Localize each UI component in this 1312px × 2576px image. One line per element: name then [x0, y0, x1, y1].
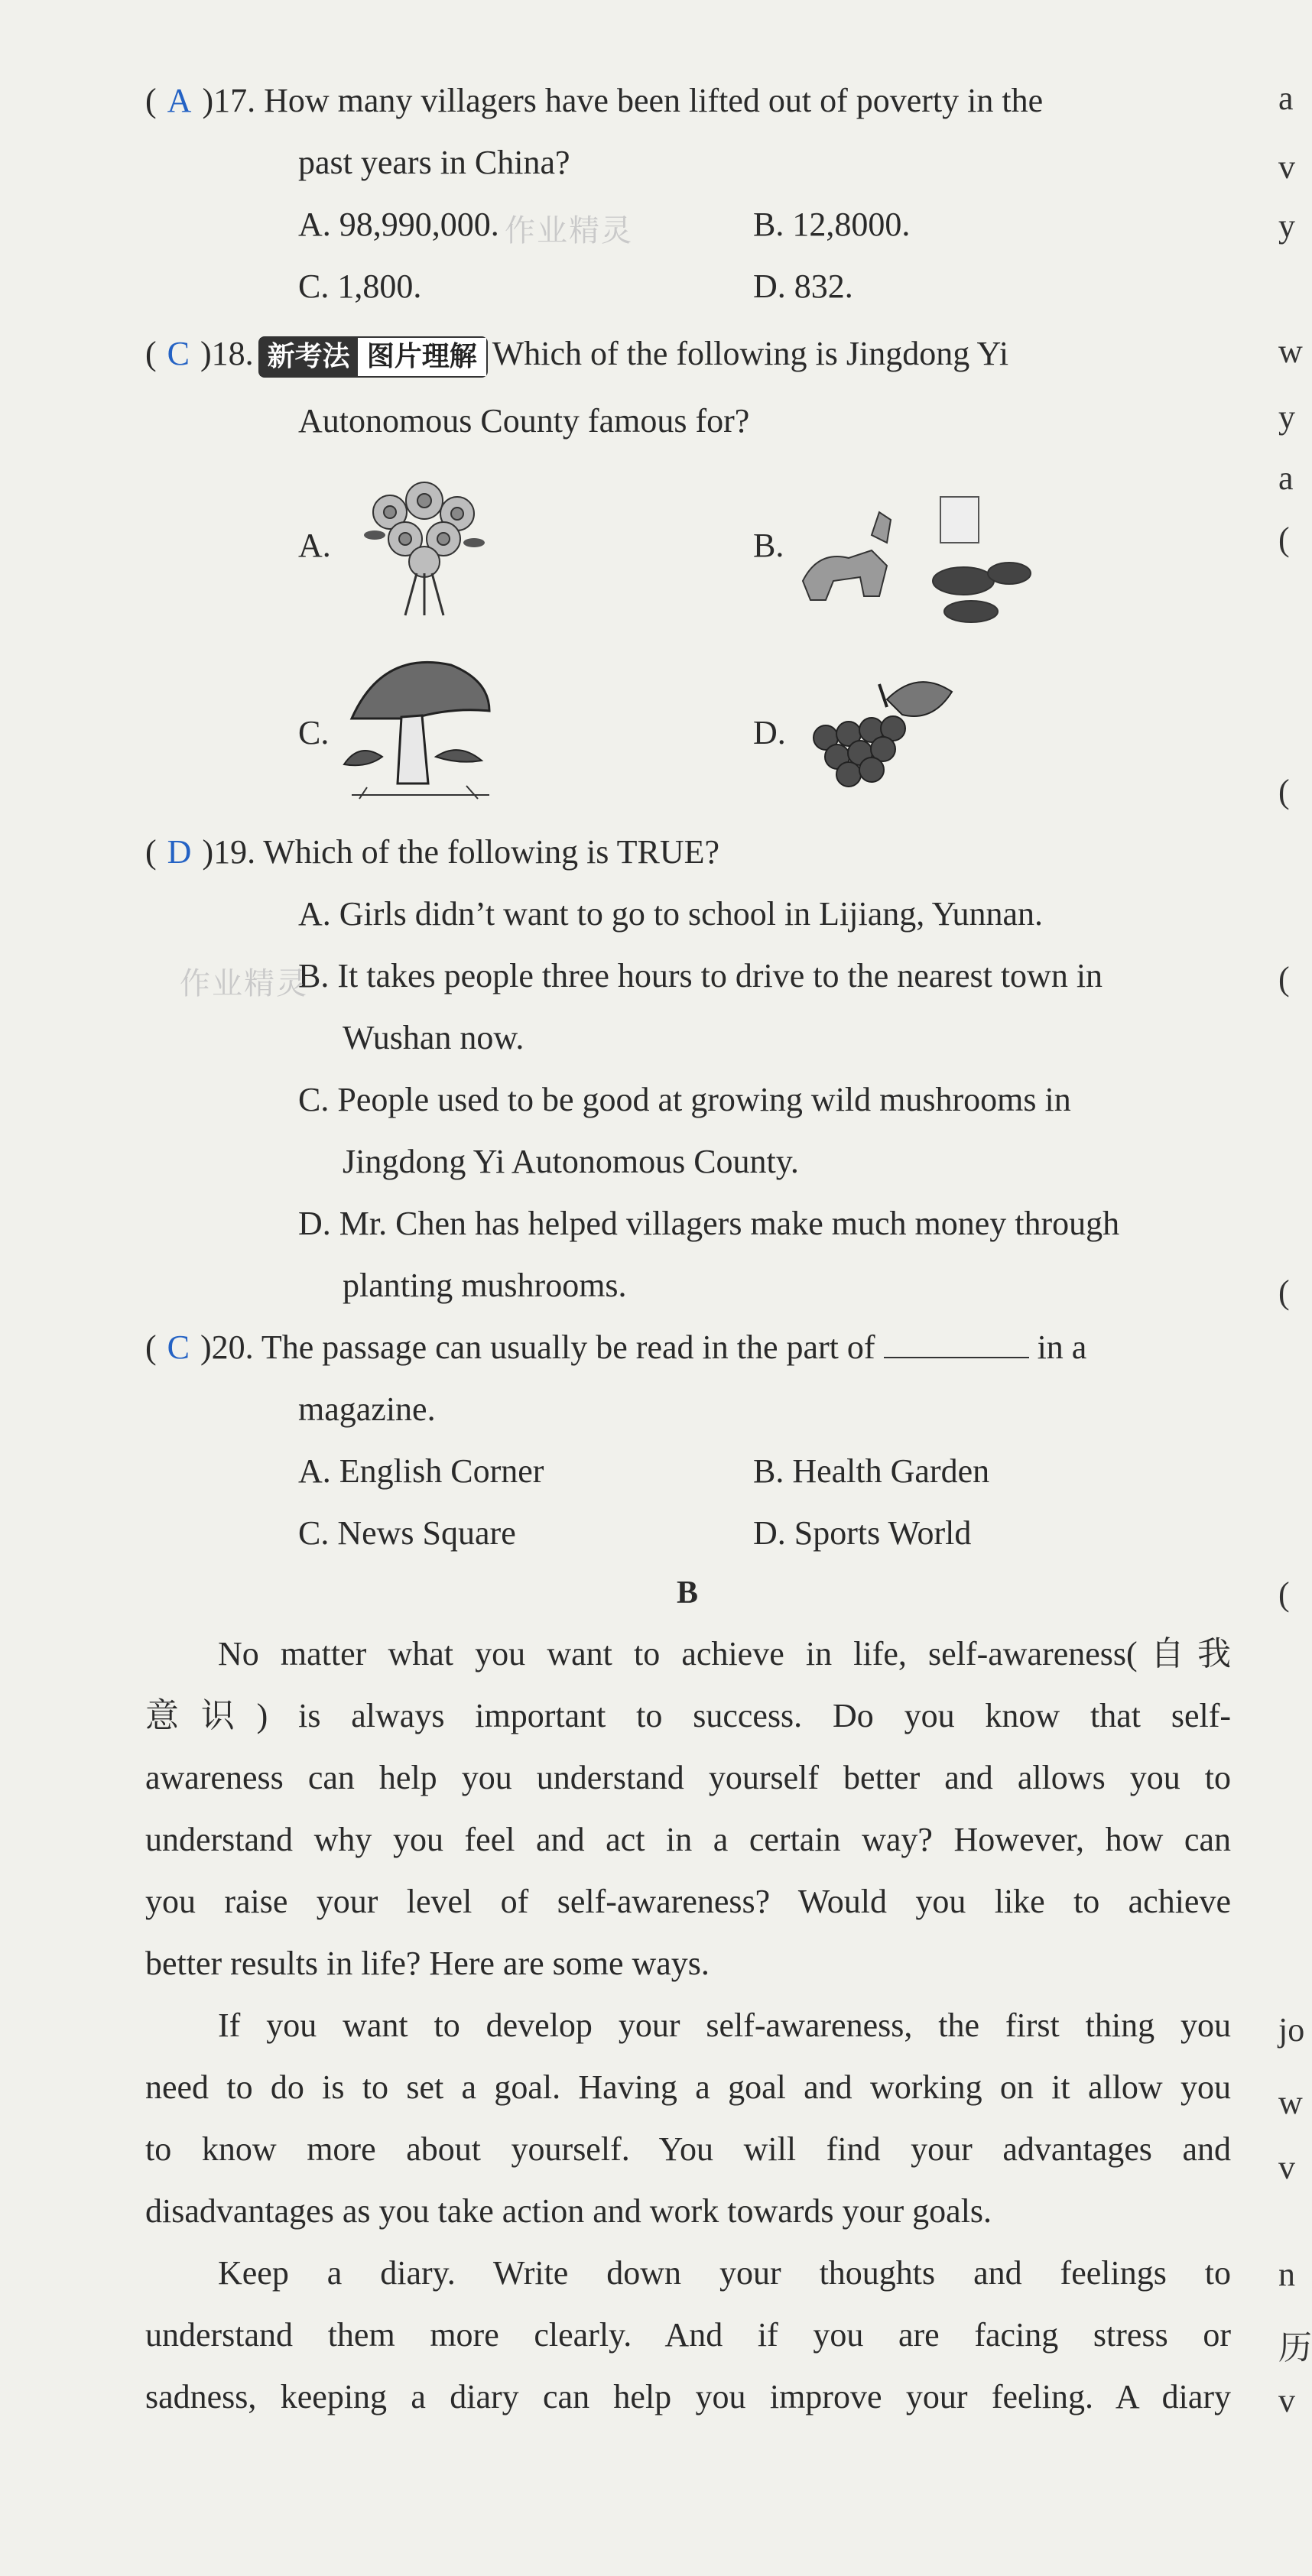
q17-option-c: C. 1,800.	[298, 268, 422, 305]
q17-stem-line2: past years in China?	[298, 144, 570, 181]
passage-line: No matter what you want to achieve in life, self-awareness(自我	[218, 1635, 1231, 1672]
passage-line: If you want to develop your self-awareness, the first thing you	[218, 2007, 1231, 2044]
q19-stem: ( D )19. Which of the following is TRUE?	[145, 833, 720, 871]
edge-fragment: v	[1278, 2149, 1295, 2186]
edge-fragment: w	[1278, 2084, 1303, 2121]
passage-line: Keep a diary. Write down your thoughts and feelings to	[218, 2254, 1231, 2292]
q20-option-d: D. Sports World	[753, 1514, 972, 1552]
passage-line: you raise your level of self-awareness? Would you like to achieve	[145, 1883, 1231, 1920]
q18-option-b-label: B.	[753, 527, 784, 564]
passage-line: better results in life? Here are some ways.	[145, 1945, 710, 1982]
q17-option-b: B. 12,8000.	[753, 206, 911, 243]
new-method-badge: 新考法 图片理解	[258, 336, 488, 378]
tea-horse-image	[788, 489, 1032, 627]
passage-line: awareness can help you understand yourself better and allows you to	[145, 1759, 1231, 1796]
fill-blank	[884, 1326, 1029, 1358]
passage-line: understand why you feel and act in a certain way? However, how can	[145, 1821, 1231, 1858]
edge-fragment: (	[1278, 960, 1290, 998]
section-b-title: B	[677, 1575, 699, 1611]
edge-fragment: (	[1278, 1575, 1290, 1613]
edge-fragment: (	[1278, 521, 1290, 558]
q18-option-c-label: C.	[298, 714, 330, 751]
q19-option-b-line1: B. It takes people three hours to drive to the nearest town in	[298, 957, 1103, 994]
passage-line: understand them more clearly. And if you are facing stress or	[145, 2316, 1231, 2354]
edge-fragment: (	[1278, 773, 1290, 810]
q18-option-d-label: D.	[753, 714, 786, 751]
passage-line: disadvantages as you take action and work towards your goals.	[145, 2192, 992, 2230]
grapes-image	[803, 669, 956, 791]
q18-stem-line1: ( C )18. 新考法 图片理解 Which of the following is Jingdong Yi	[145, 332, 1008, 378]
q20-option-b: B. Health Garden	[753, 1452, 990, 1490]
q18-stem-line2: Autonomous County famous for?	[298, 402, 750, 440]
q17-answer: A	[167, 82, 192, 119]
q20-answer: C	[167, 1329, 190, 1366]
watermark: 作业精灵	[505, 213, 633, 248]
edge-fragment: a	[1278, 459, 1294, 497]
q20-option-c: C. News Square	[298, 1514, 516, 1552]
q19-option-d-line2: planting mushrooms.	[343, 1267, 627, 1304]
q17-option-a: A. 98,990,000.	[298, 206, 499, 243]
q19-option-d-line1: D. Mr. Chen has helped villagers make much money through	[298, 1205, 1120, 1242]
q19-answer: D	[167, 833, 192, 871]
edge-fragment: (	[1278, 1273, 1290, 1311]
edge-fragment: v	[1278, 148, 1295, 186]
q20-stem-line1: ( C )20. The passage can usually be read in the part of in a	[145, 1325, 1086, 1370]
watermark: 作业精灵	[180, 966, 308, 1001]
passage-line: to know more about yourself. You will find your advantages and	[145, 2130, 1231, 2168]
q19-option-a: A. Girls didn’t want to go to school in Lijiang, Yunnan.	[298, 895, 1044, 933]
edge-fragment: 历	[1278, 2329, 1312, 2367]
q18-option-a-label: A.	[298, 527, 331, 564]
q17-stem-line1: ( A )17. How many villagers have been lifted out of poverty in the	[145, 82, 1044, 119]
q19-option-c-line1: C. People used to be good at growing wild mushrooms in	[298, 1081, 1071, 1118]
passage-line: 意识) is always important to success. Do you know that self-	[145, 1697, 1231, 1734]
q19-option-c-line2: Jingdong Yi Autonomous County.	[343, 1143, 799, 1180]
flower-bouquet-image	[359, 466, 489, 619]
edge-fragment: w	[1278, 333, 1303, 370]
mushroom-image	[336, 650, 505, 803]
edge-fragment: v	[1278, 2382, 1295, 2419]
q20-option-a: A. English Corner	[298, 1452, 544, 1490]
edge-fragment: jo	[1278, 2011, 1305, 2049]
q20-stem-line2: magazine.	[298, 1390, 436, 1428]
edge-fragment: n	[1278, 2256, 1295, 2293]
q19-option-b-line2: Wushan now.	[343, 1019, 524, 1056]
edge-fragment: y	[1278, 207, 1295, 245]
passage-line: sadness, keeping a diary can help you improve your feeling. A diary	[145, 2378, 1231, 2415]
edge-fragment: a	[1278, 79, 1294, 117]
edge-fragment: y	[1278, 398, 1295, 436]
q17-option-d: D. 832.	[753, 268, 853, 305]
passage-line: need to do is to set a goal. Having a goal and working on it allow you	[145, 2068, 1231, 2106]
q18-answer: C	[167, 335, 190, 372]
